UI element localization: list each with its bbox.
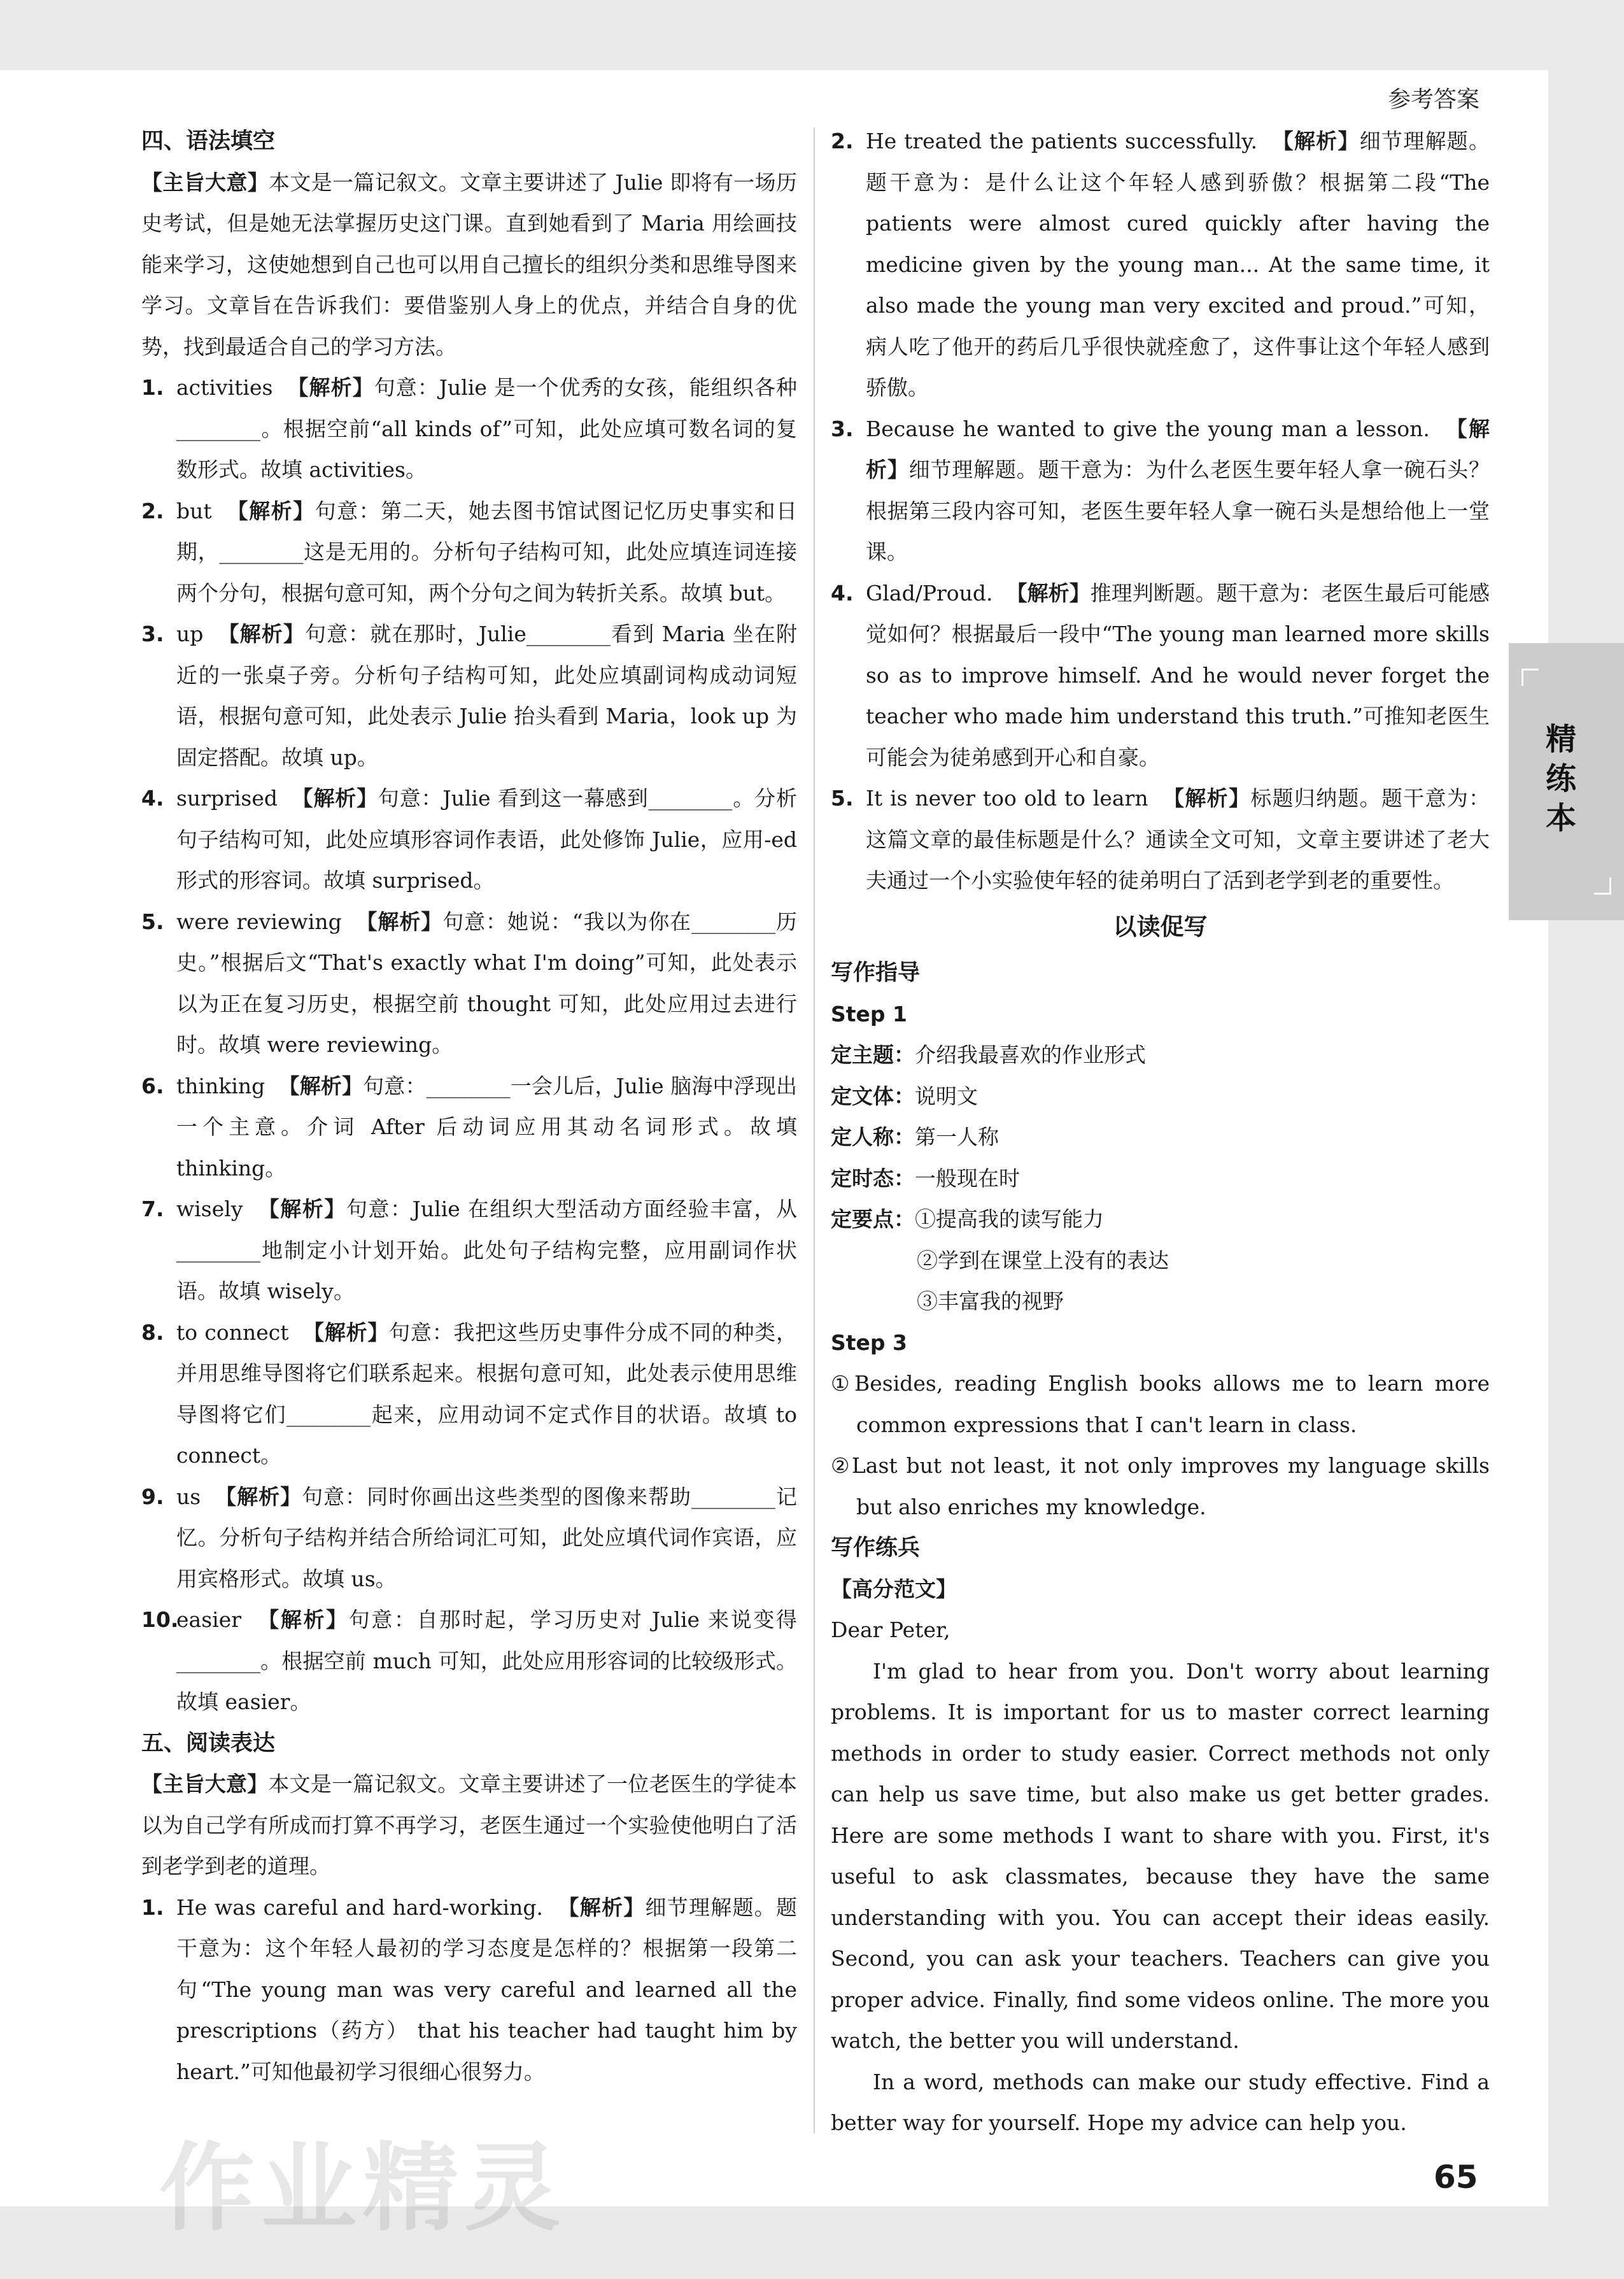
column-divider [814,127,815,2133]
analysis-label: 【解析】 [866,416,1490,482]
side-tab [1509,643,1624,920]
subsection-title: 写作练兵 [831,1535,921,1561]
answer-item [141,1477,797,1600]
answer-number: 5. [831,786,854,811]
analysis-label: 【解析】 [1272,129,1360,153]
analysis-text: 句意：我把这些历史事件分成不同的种类，并用思维导图将它们联系起来。根据句意可知，此处表示使用思维导图将它们________起来，应用动词不定式作目的状语。故填 to connect。 [176,1319,798,1468]
main-idea-text: 本文是一篇记叙文。文章主要讲述了 Julie 即将有一场历史考试，但是她无法掌握历史这门课。直到她看到了 Maria 用绘画技能来学习，这使她想到自己也可以用自己擅长的组织分类和思维导图来学习。文章旨在告诉我们：要借鉴别人身上的优点，并结合自身的优势，找到最适合自己的学习方法。 [141,169,797,359]
answer-number: 10. [141,1607,179,1632]
main-idea [141,162,797,368]
answer-text: but [176,498,212,523]
answer-number: 1. [141,375,164,400]
answer-number: 8. [141,1319,164,1345]
analysis-label: 【解析】 [1163,786,1251,811]
answer-number: 6. [141,1073,164,1098]
definition-label: 定人称： [831,1125,915,1149]
answer-number: 3. [831,416,854,441]
analysis-label: 【解析】 [215,1484,302,1509]
definition-text: 一般现在时 [915,1165,1020,1191]
section-title: 四、语法填空 [141,129,276,154]
definition-text: 第一人称 [915,1125,999,1149]
definition-row [831,1158,1490,1200]
analysis-label: 【解析】 [258,1196,346,1221]
answer-item [141,1066,797,1189]
answer-item [141,367,797,491]
analysis-label: 【解析】 [227,498,315,523]
right-column [831,121,1490,2144]
writing-definitions [831,1035,1490,1240]
analysis-text: 细节理解题。题干意为：这个年轻人最初的学习态度是怎样的？根据第一段第二句“The young man was very careful and learned all the prescriptions（药方） that his teacher had taught him by heart.”可知他最初学习很细心很努力。 [176,1894,798,2084]
analysis-label: 【解析】 [292,786,378,811]
answer-item [141,614,797,778]
definition-row [831,1076,1490,1118]
grammar-answer-list [141,367,797,1723]
step3-sentence: ②Last but not least, it not only improves my language skills but also enriches my knowledge. [831,1453,1490,1519]
answer-number: 4. [141,786,164,811]
definition-row [831,1117,1490,1158]
answer-item [831,573,1490,779]
step3-sentences [831,1363,1490,1528]
header-title: 参考答案 [1388,87,1480,113]
answer-number: 1. [141,1894,164,1920]
salutation: Dear Peter, [831,1617,950,1642]
analysis-label: 【解析】 [287,375,374,400]
answer-number: 2. [831,129,854,153]
analysis-label: 【解析】 [258,1607,349,1632]
essay-paragraph: In a word, methods can make our study effective. Find a better way for yourself. Hope my advice can help you. [831,2069,1490,2135]
answer-text: easier [176,1607,241,1632]
writing-point: ②学到在课堂上没有的表达 [917,1247,1169,1273]
answer-text: wisely [176,1196,243,1221]
answer-item [141,778,797,902]
answer-text: up [176,621,204,646]
answer-text: It is never too old to learn [866,786,1148,811]
essay-paragraph: I'm glad to hear from you. Don't worry about learning problems. It is important for us to master correct learning methods in order to study easier. Correct methods not only can help us save time, but also make us get better grades. Here are some methods I want to share with you. First, it's useful to ask classmates, because they have the same understanding with you. You can accept their ideas easily. Second, you can ask your teachers. Teachers can give you proper advice. Finally, find some videos online. The more you watch, the better you will understand. [831,1658,1490,2053]
writing-point: ③丰富我的视野 [917,1289,1064,1314]
answer-number: 7. [141,1196,164,1221]
answer-number: 2. [141,498,164,523]
answer-item [141,1312,797,1477]
analysis-text: 推理判断题。题干意为：老医生最后可能感觉如何？根据最后一段中“The young man learned more skills so as to improve himself. And he would never forget the teacher who made him understand this truth.”可推知老医生可能会为徒弟感到开心和自豪。 [866,580,1490,770]
main-idea-text: 本文是一篇记叙文。文章主要讲述了一位老医生的学徒本以为自己学有所成而打算不再学习，老医生通过一个实验使他明白了活到老学到老的道理。 [141,1771,798,1878]
answer-item [141,1189,797,1312]
analysis-text: 句意：________一会儿后，Julie 脑海中浮现出一个主意。介词 After 后动词应用其动名词形式。故填 thinking。 [176,1073,797,1181]
definition-text: 说明文 [915,1083,978,1109]
step3-sentence: ①Besides, reading English books allows me to learn more common expressions that I can't learn in class. [831,1371,1490,1437]
tab-corner-mark [1594,877,1611,895]
definition-text: ①提高我的读写能力 [915,1207,1104,1232]
answer-text: Because he wanted to give the young man a lesson. [866,416,1430,441]
answer-item [141,1887,797,2093]
analysis-text: 句意：自那时起，学习历史对 Julie 来说变得________。根据空前 much 可知，此处应用形容词的比较级形式。故填 easier。 [176,1607,797,1714]
answer-number: 4. [831,580,854,606]
answer-item [141,902,797,1066]
analysis-text: 句意：她说：“我以为你在________历史。”根据后文“That's exactly what I'm doing”可知，此处表示以为正在复习历史，根据空前 thought 可知，此处应用过去进行时。故填 were reviewing。 [176,909,798,1057]
analysis-text: 句意：Julie 在组织大型活动方面经验丰富，从________地制定小计划开始。此处句子结构完整，应用副词作状语。故填 wisely。 [176,1196,797,1303]
definition-label: 定文体： [831,1083,915,1109]
analysis-label: 【解析】 [303,1319,390,1345]
answer-item [141,491,797,614]
analysis-label: 【解析】 [558,1894,646,1920]
tab-corner-mark [1522,669,1539,686]
analysis-text: 句意：第二天，她去图书馆试图记忆历史事实和日期，________这是无用的。分析句子结构可知，此处应填连词连接两个分句，根据句意可知，两个分句之间为转折关系。故填 but。 [176,498,798,606]
analysis-label: 【解析】 [218,621,305,646]
watermark: 作业精灵 [159,2133,567,2244]
analysis-text: 句意：Julie 看到这一幕感到________。分析句子结构可知，此处应填形容词作表语，此处修饰 Julie，应用-ed 形式的形容词。故填 surprised。 [176,786,797,893]
writing-points [831,1240,1490,1323]
definition-row [831,1035,1490,1076]
main-idea-label: 【主旨大意】 [141,1771,269,1796]
analysis-text: 细节理解题。题干意为：是什么让这个年轻人感到骄傲？根据第二段“The patients were almost cured quickly after having the medicine given by the young man... At the same time, it also made the young man very excited and proud.”可知，病人吃了他开的药后几乎很快就痊愈了，这件事让这个年轻人感到骄傲。 [866,129,1490,400]
left-column [141,121,797,2092]
main-idea-label: 【主旨大意】 [141,169,269,195]
model-essay-label: 【高分范文】 [831,1576,957,1601]
definition-label: 定时态： [831,1165,915,1191]
analysis-label: 【解析】 [356,909,443,934]
reading-answer-list [831,121,1490,902]
analysis-label: 【解析】 [278,1073,364,1098]
analysis-text: 句意：就在那时，Julie________看到 Maria 坐在附近的一张桌子旁。分析句子结构可知，此处应填副词构成动词短语，根据句意可知，此处表示 Julie 抬头看到 Maria，look up 为固定搭配。故填 up。 [176,621,797,770]
main-idea [141,1764,797,1887]
answer-item [831,409,1490,573]
answer-number: 3. [141,621,164,646]
answer-text: thinking [176,1073,265,1098]
answer-text: were reviewing [176,909,342,934]
answer-number: 9. [141,1484,164,1509]
analysis-text: 句意：Julie 是一个优秀的女孩，能组织各种________。根据空前“all kinds of”可知，此处应填可数名词的复数形式。故填 activities。 [176,375,797,482]
answer-item [831,121,1490,409]
step-label: Step 1 [831,1001,907,1026]
answer-text: activities [176,375,273,400]
section-title: 五、阅读表达 [141,1730,276,1756]
side-tab-label: 精练本 [1545,721,1576,836]
subsection-title: 写作指导 [831,960,921,986]
page-number: 65 [1434,2159,1478,2196]
answer-item [831,778,1490,902]
analysis-text: 细节理解题。题干意为：为什么老医生要年轻人拿一碗石头？根据第三段内容可知，老医生要年轻人拿一碗石头是想给他上一堂课。 [866,457,1490,564]
analysis-text: 句意：同时你画出这些类型的图像来帮助________记忆。分析句子结构并结合所给词汇可知，此处应填代词作宾语，应用宾格形式。故填 us。 [176,1484,798,1591]
answer-text: us [176,1484,201,1509]
definition-label: 定主题： [831,1042,915,1067]
answer-text: Glad/Proud. [866,580,993,606]
definition-text: 介绍我最喜欢的作业形式 [915,1042,1146,1067]
step-label: Step 3 [831,1330,907,1355]
answer-text: He treated the patients successfully. [866,129,1258,153]
answer-text: surprised [176,786,278,811]
answer-text: to connect [176,1319,289,1345]
analysis-label: 【解析】 [1006,580,1091,606]
answer-number: 5. [141,909,164,934]
answer-text: He was careful and hard-working. [176,1894,543,1920]
definition-label: 定要点： [831,1207,915,1232]
section-title: 以读促写 [1113,912,1208,941]
analysis-text: 标题归纳题。题干意为：这篇文章的最佳标题是什么？通读全文可知，文章主要讲述了老大夫通过一个小实验使年轻的徒弟明白了活到老学到老的重要性。 [866,786,1490,893]
definition-row [831,1199,1490,1240]
answer-item [141,1600,797,1723]
